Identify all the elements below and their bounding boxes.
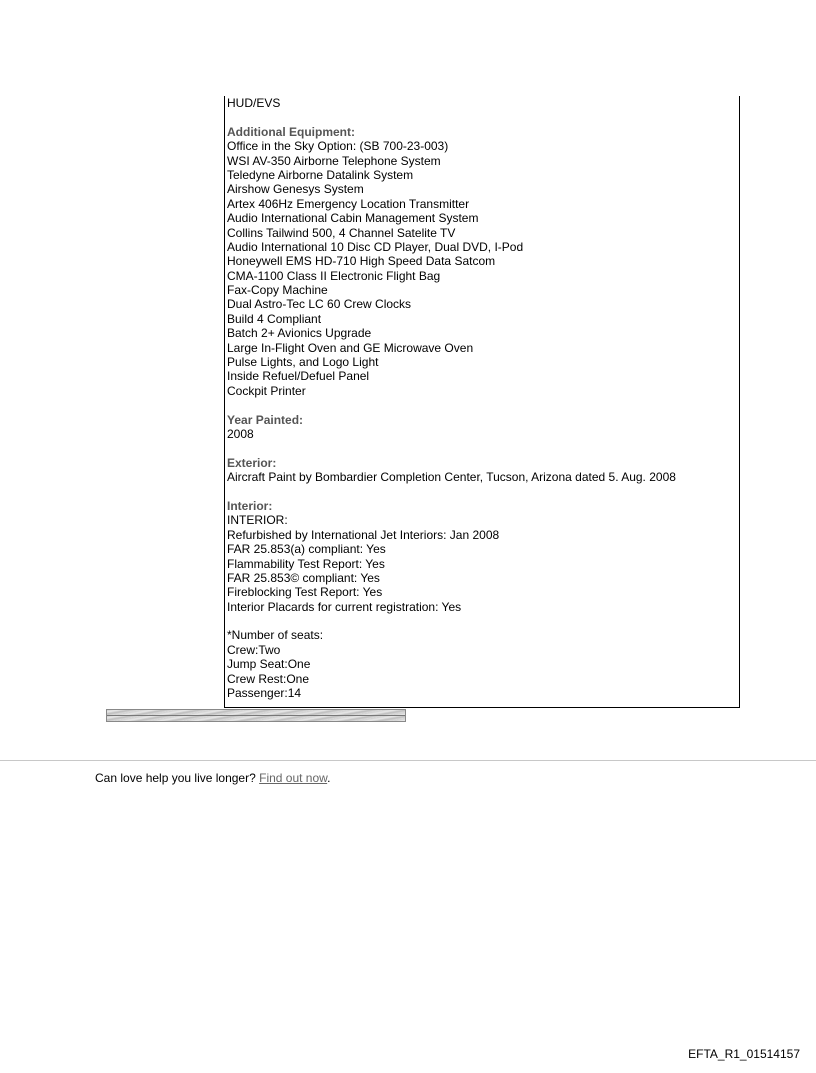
interior-item: FAR 25.853(a) compliant: Yes <box>227 542 386 557</box>
promo-line <box>95 771 331 785</box>
equipment-item: Dual Astro-Tec LC 60 Crew Clocks <box>227 297 412 312</box>
divider <box>0 760 816 761</box>
exterior-value: Aircraft Paint by Bombardier Completion Center, Tucson, Arizona dated 5. Aug. 2008 <box>227 470 676 485</box>
equipment-item: Batch 2+ Avionics Upgrade <box>227 326 372 341</box>
seat-item: Jump Seat:One <box>227 657 311 672</box>
aircraft-spec-section <box>227 96 737 700</box>
equipment-item: Audio International Cabin Management System <box>227 211 479 226</box>
promo-suffix: . <box>327 771 331 785</box>
find-out-now-link[interactable]: Find out now <box>259 771 328 785</box>
interior-item: INTERIOR: <box>227 513 288 528</box>
equipment-item: Inside Refuel/Defuel Panel <box>227 369 370 384</box>
additional-equipment-heading: Additional Equipment: <box>227 124 355 139</box>
promo-text: Can love help you live longer? <box>95 771 260 785</box>
equipment-item: Cockpit Printer <box>227 383 306 398</box>
seat-item: Crew:Two <box>227 642 281 657</box>
year-painted-value: 2008 <box>227 426 254 441</box>
equipment-item: Collins Tailwind 500, 4 Channel Satelite TV <box>227 225 456 240</box>
seat-item: Passenger:14 <box>227 686 302 701</box>
seat-item: Crew Rest:One <box>227 671 310 686</box>
interior-heading: Interior: <box>227 498 273 513</box>
exterior-heading: Exterior: <box>227 455 277 470</box>
horizontal-scrollbar[interactable] <box>106 709 406 722</box>
additional-equipment-list <box>227 139 737 398</box>
equipment-item: CMA-1100 Class II Electronic Flight Bag <box>227 268 441 283</box>
interior-item: Fireblocking Test Report: Yes <box>227 585 383 600</box>
equipment-item: Office in the Sky Option: (SB 700-23-003) <box>227 139 449 154</box>
equipment-item: Build 4 Compliant <box>227 311 322 326</box>
document-id: EFTA_R1_01514157 <box>688 1047 800 1061</box>
interior-item: Flammability Test Report: Yes <box>227 556 385 571</box>
interior-item: Interior Placards for current registration: Yes <box>227 599 462 614</box>
equipment-item: Honeywell EMS HD-710 High Speed Data Satcom <box>227 254 496 269</box>
year-painted-heading: Year Painted: <box>227 412 304 427</box>
equipment-item: Pulse Lights, and Logo Light <box>227 355 379 370</box>
interior-item: FAR 25.853© compliant: Yes <box>227 570 380 585</box>
seats-list <box>227 643 737 701</box>
equipment-item: Airshow Genesys System <box>227 182 364 197</box>
interior-item: Refurbished by International Jet Interiors: Jan 2008 <box>227 527 500 542</box>
equipment-item: Artex 406Hz Emergency Location Transmitter <box>227 196 470 211</box>
interior-list <box>227 513 737 614</box>
equipment-item: Large In-Flight Oven and GE Microwave Oven <box>227 340 474 355</box>
equipment-item: Teledyne Airborne Datalink System <box>227 167 414 182</box>
equipment-item: Fax-Copy Machine <box>227 283 328 298</box>
seats-heading: *Number of seats: <box>227 628 324 643</box>
equipment-item: WSI AV-350 Airborne Telephone System <box>227 153 441 168</box>
hud-evs-line: HUD/EVS <box>227 96 281 110</box>
equipment-item: Audio International 10 Disc CD Player, Dual DVD, I-Pod <box>227 239 524 254</box>
